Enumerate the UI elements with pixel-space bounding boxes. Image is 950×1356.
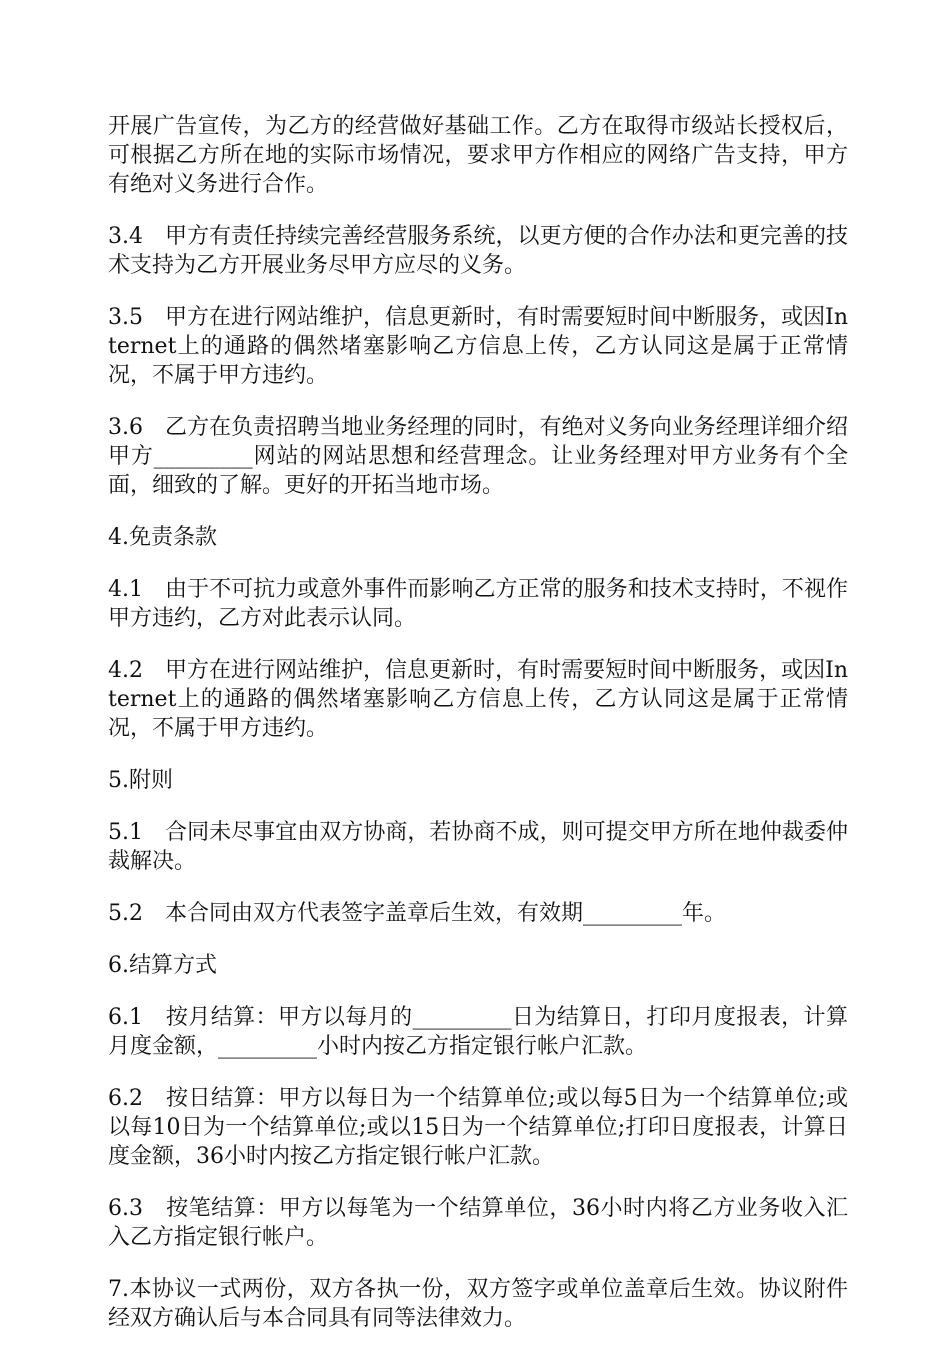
paragraph-6-2: 6.2 按日结算：甲方以每日为一个结算单位;或以每5日为一个结算单位;或以每10日为一个结算单位;或以15日为一个结算单位;打印日度报表，计算日度金额，36小时内按乙方指定银行帐户汇款。 bbox=[108, 1086, 848, 1169]
paragraph-6-3: 6.3 按笔结算：甲方以每笔为一个结算单位，36小时内将乙方业务收入汇入乙方指定银行帐户。 bbox=[108, 1196, 848, 1250]
paragraph-3-6: 3.6 乙方在负责招聘当地业务经理的同时，有绝对义务向业务经理详细介绍甲方_________网站的网站思想和经营理念。让业务经理对甲方业务有个全面，细致的了解。更好的开拓当地市场。 bbox=[108, 415, 848, 498]
paragraph-4-1: 4.1 由于不可抗力或意外事件而影响乙方正常的服务和技术支持时，不视作甲方违约，乙方对此表示认同。 bbox=[108, 577, 848, 631]
paragraph-5-1: 5.1 合同未尽事宜由双方协商，若协商不成，则可提交甲方所在地仲裁委仲裁解决。 bbox=[108, 820, 848, 874]
paragraph-5-2: 5.2 本合同由双方代表签字盖章后生效，有效期_________年。 bbox=[108, 901, 726, 926]
section-heading-5: 5.附则 bbox=[108, 768, 173, 793]
section-heading-6: 6.结算方式 bbox=[108, 953, 217, 978]
paragraph-6-1: 6.1 按月结算：甲方以每月的_________日为结算日，打印月度报表，计算月度金额，_________小时内按乙方指定银行帐户汇款。 bbox=[108, 1005, 848, 1059]
paragraph-3-4: 3.4 甲方有责任持续完善经营服务系统，以更方便的合作办法和更完善的技术支持为乙方开展业务尽甲方应尽的义务。 bbox=[108, 224, 848, 278]
paragraph-3-3-continuation: 开展广告宣传，为乙方的经营做好基础工作。乙方在取得市级站长授权后，可根据乙方所在地的实际市场情况，要求甲方作相应的网络广告支持，甲方有绝对义务进行合作。 bbox=[108, 114, 848, 197]
paragraph-3-5: 3.5 甲方在进行网站维护，信息更新时，有时需要短时间中断服务，或因Internet上的通路的偶然堵塞影响乙方信息上传，乙方认同这是属于正常情况，不属于甲方违约。 bbox=[108, 305, 848, 388]
document-page bbox=[108, 112, 848, 1356]
paragraph-7: 7.本协议一式两份，双方各执一份，双方签字或单位盖章后生效。协议附件经双方确认后与本合同具有同等法律效力。 bbox=[108, 1277, 848, 1331]
paragraph-4-2: 4.2 甲方在进行网站维护，信息更新时，有时需要短时间中断服务，或因Internet上的通路的偶然堵塞影响乙方信息上传，乙方认同这是属于正常情况，不属于甲方违约。 bbox=[108, 658, 848, 741]
section-heading-4: 4.免责条款 bbox=[108, 525, 217, 550]
